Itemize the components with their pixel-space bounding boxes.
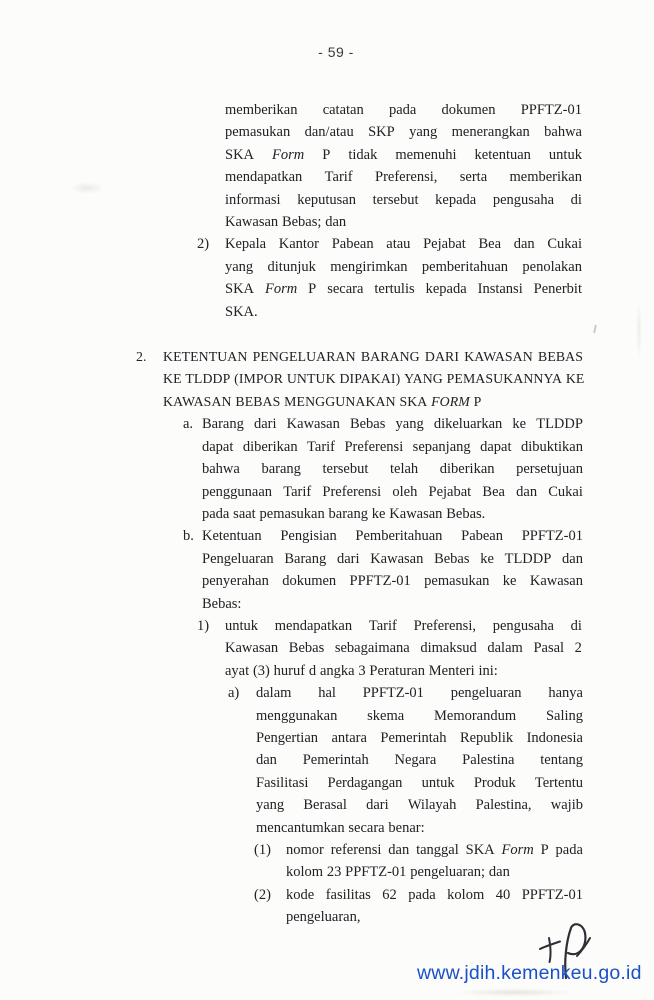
word: Peraturan	[369, 662, 425, 679]
word: 2	[574, 640, 582, 657]
word: PPFTZ-01	[521, 528, 583, 545]
word: pemasukan	[259, 505, 325, 522]
word: Instansi	[477, 281, 523, 298]
text-line	[225, 166, 582, 188]
word: dan	[516, 483, 538, 500]
word: barang	[261, 461, 301, 478]
word: Negara	[394, 752, 437, 769]
word: Bea	[482, 483, 505, 500]
word: DIPAKAI)	[339, 371, 401, 387]
word: P	[540, 842, 549, 858]
word: penyerahan	[202, 573, 269, 590]
signature-stroke	[549, 938, 551, 962]
page-number: - 59 -	[318, 44, 354, 60]
word: pengusaha	[492, 617, 554, 634]
word: menggunakan	[256, 707, 338, 724]
paragraph-continuation	[225, 99, 582, 233]
word: ke	[371, 505, 386, 522]
word: ini:	[478, 662, 498, 679]
word: dokumen	[441, 102, 496, 118]
word: SKA.	[225, 303, 258, 320]
word: dan	[325, 214, 347, 231]
word: pada	[408, 886, 436, 903]
word: Pengeluaran	[202, 550, 274, 567]
word: UNTUK	[286, 371, 336, 387]
word: TLDDP	[504, 550, 552, 567]
word: telah	[389, 461, 419, 478]
word: SKA	[465, 842, 495, 858]
word: angka	[319, 662, 355, 679]
word: PPFTZ-01	[521, 886, 583, 903]
word: Bebas:	[202, 595, 242, 612]
word: kode	[286, 886, 315, 903]
text-line	[202, 525, 583, 547]
word: kolom	[286, 864, 324, 881]
word: FORM	[431, 393, 470, 409]
word: dalam	[256, 685, 292, 702]
word: mengirimkan	[330, 258, 408, 275]
word: dan	[562, 550, 583, 567]
word: Kepala	[225, 236, 267, 253]
word: 3	[358, 662, 366, 679]
word: Kawasan	[286, 416, 340, 433]
word: wajib	[550, 797, 583, 814]
word: sebagaimana	[334, 640, 410, 657]
word: SKP	[368, 124, 395, 141]
word: dimaksud	[420, 640, 477, 657]
word: TLDDP	[185, 371, 231, 387]
text-line	[286, 839, 583, 861]
word: Fasilitasi	[256, 774, 309, 791]
word: Kawasan	[389, 505, 443, 522]
word: dan	[256, 752, 277, 769]
word: Memorandum	[433, 707, 517, 724]
document-content	[0, 99, 654, 929]
word: dokumen	[282, 573, 337, 590]
word: Pemerintah	[302, 752, 369, 769]
list-marker: 2)	[197, 236, 210, 253]
text-line	[202, 481, 583, 503]
word: dari	[254, 416, 277, 433]
word: ke	[480, 550, 494, 567]
word: BEBAS	[235, 393, 281, 409]
word: hanya	[548, 685, 583, 702]
word: KE	[565, 371, 585, 387]
text-line	[286, 884, 583, 906]
word: Bebas	[434, 550, 470, 567]
word: dari	[366, 797, 389, 814]
word: yang	[256, 797, 285, 814]
word: (IMPOR	[234, 371, 284, 387]
word: Palestina,	[475, 797, 532, 814]
word: Preferensi,	[375, 169, 438, 186]
word: ketentuan	[474, 146, 531, 163]
word: tersebut	[372, 191, 419, 208]
text-line	[202, 413, 583, 435]
word: sepanjang	[412, 438, 471, 455]
word: yang	[395, 416, 424, 433]
word: atau	[386, 236, 411, 253]
word: pengeluaran;	[410, 864, 486, 881]
text-line	[256, 727, 583, 749]
word: Saling	[545, 707, 583, 724]
word: pemberitahuan	[421, 258, 509, 275]
word: Pabean	[461, 528, 503, 545]
section-heading-2	[136, 346, 585, 413]
text-line	[225, 189, 582, 211]
text-line	[256, 817, 583, 839]
text-line	[256, 749, 583, 771]
text-line	[225, 99, 582, 121]
word: dapat	[480, 438, 512, 455]
word: Kawasan	[225, 640, 279, 657]
text-line	[225, 233, 582, 255]
word: memberikan	[225, 102, 298, 118]
word: skema	[367, 707, 405, 724]
word: Republik	[459, 729, 514, 746]
word: diberikan	[242, 438, 298, 455]
word: Bebas.	[446, 505, 486, 522]
word: Wilayah	[407, 797, 457, 814]
word: DARI	[424, 349, 460, 365]
word: di	[570, 191, 582, 208]
word: menerangkan	[451, 124, 530, 141]
word: PENGELUARAN	[252, 349, 356, 365]
word: Pasal	[533, 640, 565, 657]
word: PPFTZ-01	[362, 685, 424, 702]
text-line	[202, 458, 583, 480]
word: Cukai	[547, 236, 582, 253]
word: Cukai	[548, 483, 583, 500]
text-line	[225, 615, 582, 637]
word: Form	[264, 281, 298, 298]
word: memberikan	[509, 169, 582, 186]
text-line	[163, 368, 583, 390]
word: kepada	[425, 281, 467, 298]
text-line	[225, 637, 582, 659]
word: antara	[331, 729, 367, 746]
word: Preferensi,	[413, 617, 476, 634]
word: kepada	[435, 191, 477, 208]
word: kolom	[447, 886, 485, 903]
word: Kawasan	[225, 214, 279, 231]
word: persetujuan	[516, 461, 583, 478]
word: Pejabat	[428, 483, 472, 500]
word: BEBAS	[538, 349, 583, 365]
list-marker: b.	[183, 528, 194, 545]
word: Bebas;	[281, 214, 322, 231]
text-line	[225, 660, 582, 682]
word: SKA	[225, 146, 255, 163]
word: Bebas	[288, 640, 325, 657]
word: dikeluarkan	[433, 416, 503, 433]
word: PEMASUKANNYA	[446, 371, 563, 387]
list-marker: (1)	[254, 842, 271, 858]
word: hal	[318, 685, 336, 702]
word: dari	[336, 550, 360, 567]
word: nomor	[286, 842, 324, 858]
word: Form	[272, 146, 305, 163]
list-marker: a)	[228, 685, 240, 702]
word: Pengertian	[256, 729, 319, 746]
word: fasilitas	[325, 886, 371, 903]
word: yang	[409, 124, 438, 141]
word: ke	[502, 573, 517, 590]
word: referensi	[330, 842, 382, 858]
word: mendapatkan	[225, 169, 303, 186]
word: Pabean	[331, 236, 374, 253]
word: Tarif	[324, 169, 353, 186]
word: tidak	[348, 146, 378, 163]
word: Tarif	[307, 438, 336, 455]
word: huruf	[273, 662, 306, 679]
text-line	[225, 121, 582, 143]
word: Pejabat	[423, 236, 466, 253]
word: ayat	[225, 662, 250, 679]
word: pada	[388, 102, 417, 118]
word: barang	[328, 505, 368, 522]
word: Pemberitahuan	[355, 528, 443, 545]
word: dapat	[202, 438, 234, 455]
word: tanggal	[416, 842, 459, 858]
word: 23	[326, 864, 342, 881]
text-line	[256, 794, 583, 816]
list-marker: 2.	[136, 349, 147, 365]
word: SKA	[399, 393, 428, 409]
word: pemasukan	[225, 124, 291, 141]
word: (3)	[252, 662, 270, 679]
text-line	[202, 593, 583, 615]
text-line	[202, 570, 583, 592]
word: di	[570, 617, 582, 634]
word: Form	[501, 842, 534, 858]
text-line	[256, 772, 583, 794]
word: tentang	[540, 752, 583, 769]
word: KAWASAN	[464, 349, 533, 365]
list-item-b	[183, 525, 583, 615]
word: KAWASAN	[163, 393, 232, 409]
word: catatan	[322, 102, 364, 118]
text-line	[225, 144, 582, 166]
word: pemasukan	[424, 573, 490, 590]
word: Preferensi	[322, 483, 382, 500]
list-item-a-paren	[228, 682, 583, 839]
word: 62	[382, 886, 397, 903]
word: dalam	[487, 640, 523, 657]
word: dan/atau	[304, 124, 354, 141]
word: bahwa	[202, 461, 240, 478]
word: Kawasan	[370, 550, 424, 567]
word: Tarif	[368, 617, 397, 634]
word: saat	[233, 505, 256, 522]
word: KETENTUAN	[163, 349, 248, 365]
word: untuk	[421, 774, 455, 791]
word: P	[473, 393, 482, 409]
word: Kantor	[278, 236, 320, 253]
watermark-link[interactable]: www.jdih.kemenkeu.go.id	[417, 962, 642, 984]
text-line	[225, 211, 582, 233]
word: memenuhi	[395, 146, 457, 163]
word: Pemerintah	[380, 729, 447, 746]
word: P	[322, 146, 331, 163]
word: pengusaha	[492, 191, 555, 208]
word: SKA	[225, 281, 255, 298]
word: Pengisian	[280, 528, 337, 545]
list-marker: (2)	[254, 886, 271, 903]
word: Penerbit	[533, 281, 582, 298]
word: penggunaan	[202, 483, 273, 500]
word: mencantumkan	[256, 819, 345, 836]
word: PPFTZ-01	[345, 864, 407, 881]
word: dibuktikan	[520, 438, 583, 455]
text-line	[286, 861, 583, 883]
word: mendapatkan	[274, 617, 353, 634]
word: Bea	[478, 236, 502, 253]
word: Perdagangan	[327, 774, 403, 791]
word: MENGGUNAKAN	[284, 393, 396, 409]
word: pada	[202, 505, 230, 522]
word: Barang	[284, 550, 327, 567]
word: YANG	[404, 371, 443, 387]
word: yang	[225, 258, 254, 275]
list-marker: a.	[183, 416, 194, 433]
word: pengeluaran,	[286, 909, 361, 926]
word: P	[308, 281, 317, 298]
word: secara	[327, 281, 364, 298]
text-line	[163, 391, 583, 413]
text-line	[202, 436, 583, 458]
text-line	[163, 346, 583, 368]
text-line	[202, 503, 583, 525]
word: TLDDP	[536, 416, 583, 433]
word: Palestina	[462, 752, 515, 769]
word: PPFTZ-01	[349, 573, 411, 590]
text-line	[225, 301, 582, 323]
signature-stroke	[577, 938, 590, 956]
text-line	[225, 256, 582, 278]
word: Tarif	[283, 483, 312, 500]
list-marker: 1)	[197, 617, 210, 634]
list-item-num-1	[254, 839, 583, 884]
word: BARANG	[360, 349, 420, 365]
word: Produk	[473, 774, 516, 791]
word: Menteri	[428, 662, 475, 679]
word: tertulis	[374, 281, 415, 298]
word: dan	[488, 864, 510, 881]
word: serta	[459, 169, 488, 186]
word: Berasal	[303, 797, 347, 814]
word: d	[308, 662, 317, 679]
list-item-2-paren	[197, 233, 582, 323]
text-line	[202, 548, 583, 570]
text-line	[256, 682, 583, 704]
word: keputusan	[297, 191, 356, 208]
word: KE	[163, 371, 182, 387]
word: Tertentu	[534, 774, 583, 791]
word: Barang	[202, 416, 244, 433]
word: benar:	[388, 819, 425, 836]
word: PPFTZ-01	[520, 102, 582, 118]
word: secara	[348, 819, 385, 836]
word: pada	[555, 842, 583, 858]
word: untuk	[225, 617, 259, 634]
word: diberikan	[439, 461, 495, 478]
list-item-1-paren	[197, 615, 582, 682]
word: Bebas	[349, 416, 386, 433]
word: Kawasan	[529, 573, 583, 590]
word: bahwa	[544, 124, 582, 141]
word: ditunjuk	[267, 258, 316, 275]
list-item-a	[183, 413, 583, 525]
word: dan	[513, 236, 535, 253]
word: pengeluaran	[450, 685, 522, 702]
word: dan	[388, 842, 410, 858]
word: Ketentuan	[202, 528, 262, 545]
word: Preferensi	[344, 438, 404, 455]
word: 40	[495, 886, 511, 903]
word: oleh	[392, 483, 418, 500]
word: Indonesia	[526, 729, 583, 746]
word: untuk	[548, 146, 582, 163]
text-line	[256, 705, 583, 727]
word: informasi	[225, 191, 281, 208]
word: ke	[512, 416, 527, 433]
text-line	[225, 278, 582, 300]
word: penolakan	[522, 258, 582, 275]
word: tersebut	[322, 461, 369, 478]
